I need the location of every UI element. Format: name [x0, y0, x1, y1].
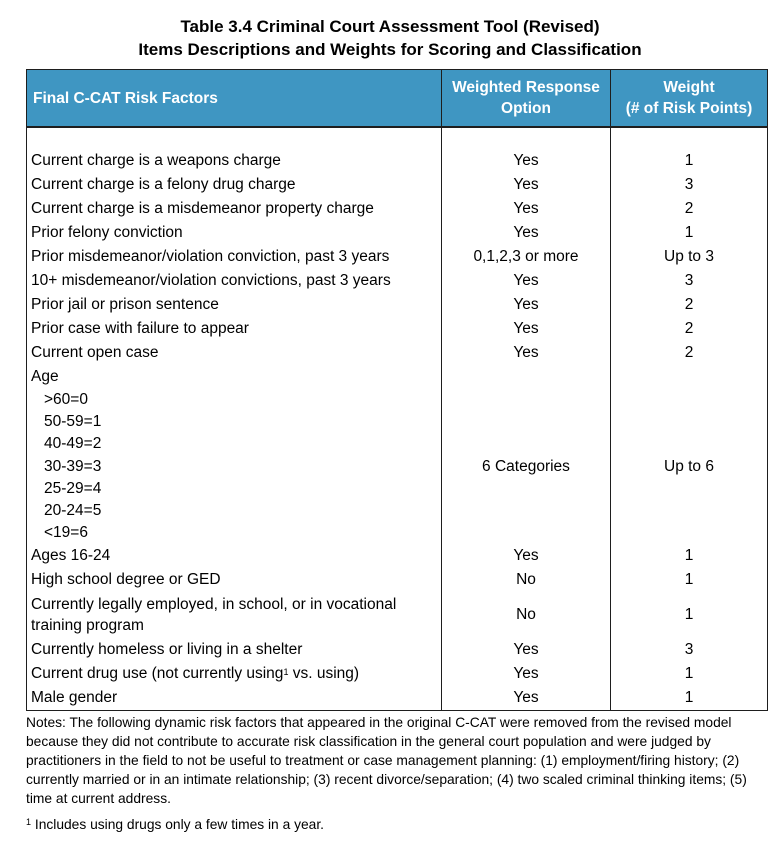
response-cell: No [442, 592, 611, 638]
factor-cell: Male gender [27, 686, 442, 711]
age-category: 20-24=5 [44, 501, 102, 519]
weight-cell: Up to 3 [611, 245, 768, 269]
response-cell: Yes [442, 149, 611, 173]
weight-cell: 1 [611, 544, 768, 568]
factor-cell: Current charge is a weapons charge [27, 149, 442, 173]
table-row [27, 173, 768, 197]
factor-cell: Current charge is a misdemeanor property charge [27, 197, 442, 221]
table-row [27, 686, 768, 711]
header-risk-factors: Final C-CAT Risk Factors [27, 70, 442, 128]
response-cell: 6 Categories [442, 365, 611, 544]
response-cell: Yes [442, 221, 611, 245]
age-label: Age [31, 368, 59, 385]
table-row [27, 245, 768, 269]
response-cell: Yes [442, 197, 611, 221]
factor-cell: Prior case with failure to appear [27, 317, 442, 341]
response-cell: Yes [442, 269, 611, 293]
header-weight: Weight (# of Risk Points) [611, 70, 768, 128]
footnote-marker: 1 [26, 817, 32, 827]
factor-cell: Currently homeless or living in a shelter [27, 638, 442, 662]
table-row [27, 197, 768, 221]
weight-cell: 1 [611, 592, 768, 638]
age-category: >60=0 [44, 391, 88, 408]
age-category: 30-39=3 [44, 457, 102, 475]
factor-cell: Current drug use (not currently using$^1$ vs. using) [27, 662, 442, 686]
footnote-marker: 1 [283, 667, 289, 678]
weight-cell: Up to 6 [611, 365, 768, 544]
response-cell: Yes [442, 638, 611, 662]
weight-cell: 1 [611, 149, 768, 173]
spacer-row [27, 127, 768, 149]
footnote-text: Includes using drugs only a few times in a year. [34, 817, 324, 832]
factor-cell: High school degree or GED [27, 568, 442, 592]
weight-cell: 2 [611, 317, 768, 341]
age-category: <19=6 [44, 524, 88, 542]
response-cell: Yes [442, 341, 611, 365]
factor-cell: Ages 16-24 [27, 544, 442, 568]
weight-cell: 2 [611, 293, 768, 317]
table-notes: Notes: The following dynamic risk factors that appeared in the original C-CAT were removed from the revised model because they did not contribute to accurate risk classification in the general court population and were judged by practitioners in the field to not be useful to treatment or case management planning: (1) employment/firing history; (2) currently married or in an intimate relationship; (3) recent divorce/separation; (4) two scaled criminal thinking items; (5) time at current address. [26, 715, 747, 806]
weight-cell: 1 [611, 221, 768, 245]
risk-factor-table [26, 69, 768, 711]
age-row [27, 365, 768, 544]
table-row [27, 662, 768, 686]
factor-cell: 10+ misdemeanor/violation convictions, past 3 years [27, 269, 442, 293]
weight-cell: 2 [611, 197, 768, 221]
weight-cell: 3 [611, 638, 768, 662]
table-row [27, 293, 768, 317]
weight-cell: 3 [611, 173, 768, 197]
table-row [27, 149, 768, 173]
age-category: 50-59=1 [44, 413, 102, 431]
response-cell: 0,1,2,3 or more [442, 245, 611, 269]
response-cell: Yes [442, 293, 611, 317]
age-category: 25-29=4 [44, 479, 102, 497]
response-cell: No [442, 568, 611, 592]
weight-cell: 1 [611, 686, 768, 711]
weight-cell: 1 [611, 662, 768, 686]
table-row [27, 221, 768, 245]
factor-cell: Currently legally employed, in school, or in vocational training program [27, 592, 442, 638]
weight-cell: 3 [611, 269, 768, 293]
table-header-row [27, 70, 768, 128]
factor-cell: Prior misdemeanor/violation conviction, past 3 years [27, 245, 442, 269]
response-cell: Yes [442, 544, 611, 568]
table-row [27, 341, 768, 365]
response-cell: Yes [442, 662, 611, 686]
factor-cell: Current charge is a felony drug charge [27, 173, 442, 197]
table-row [27, 544, 768, 568]
table-row [27, 269, 768, 293]
response-cell: Yes [442, 686, 611, 711]
table-title: Table 3.4 Criminal Court Assessment Tool (Revised) [180, 17, 600, 36]
footnote [26, 815, 446, 834]
table-row [27, 638, 768, 662]
weight-cell: 2 [611, 341, 768, 365]
table-row [27, 317, 768, 341]
response-cell: Yes [442, 317, 611, 341]
age-category: 40-49=2 [44, 435, 102, 453]
table-row [27, 592, 768, 638]
factor-cell: Prior jail or prison sentence [27, 293, 442, 317]
response-cell: Yes [442, 173, 611, 197]
table-subtitle: Items Descriptions and Weights for Scoring and Classification [138, 40, 642, 59]
factor-cell: Prior felony conviction [27, 221, 442, 245]
table-row [27, 568, 768, 592]
weight-cell: 1 [611, 568, 768, 592]
header-response-option: Weighted Response Option [442, 70, 611, 128]
factor-cell: Current open case [27, 341, 442, 365]
age-factor-cell [27, 365, 442, 544]
